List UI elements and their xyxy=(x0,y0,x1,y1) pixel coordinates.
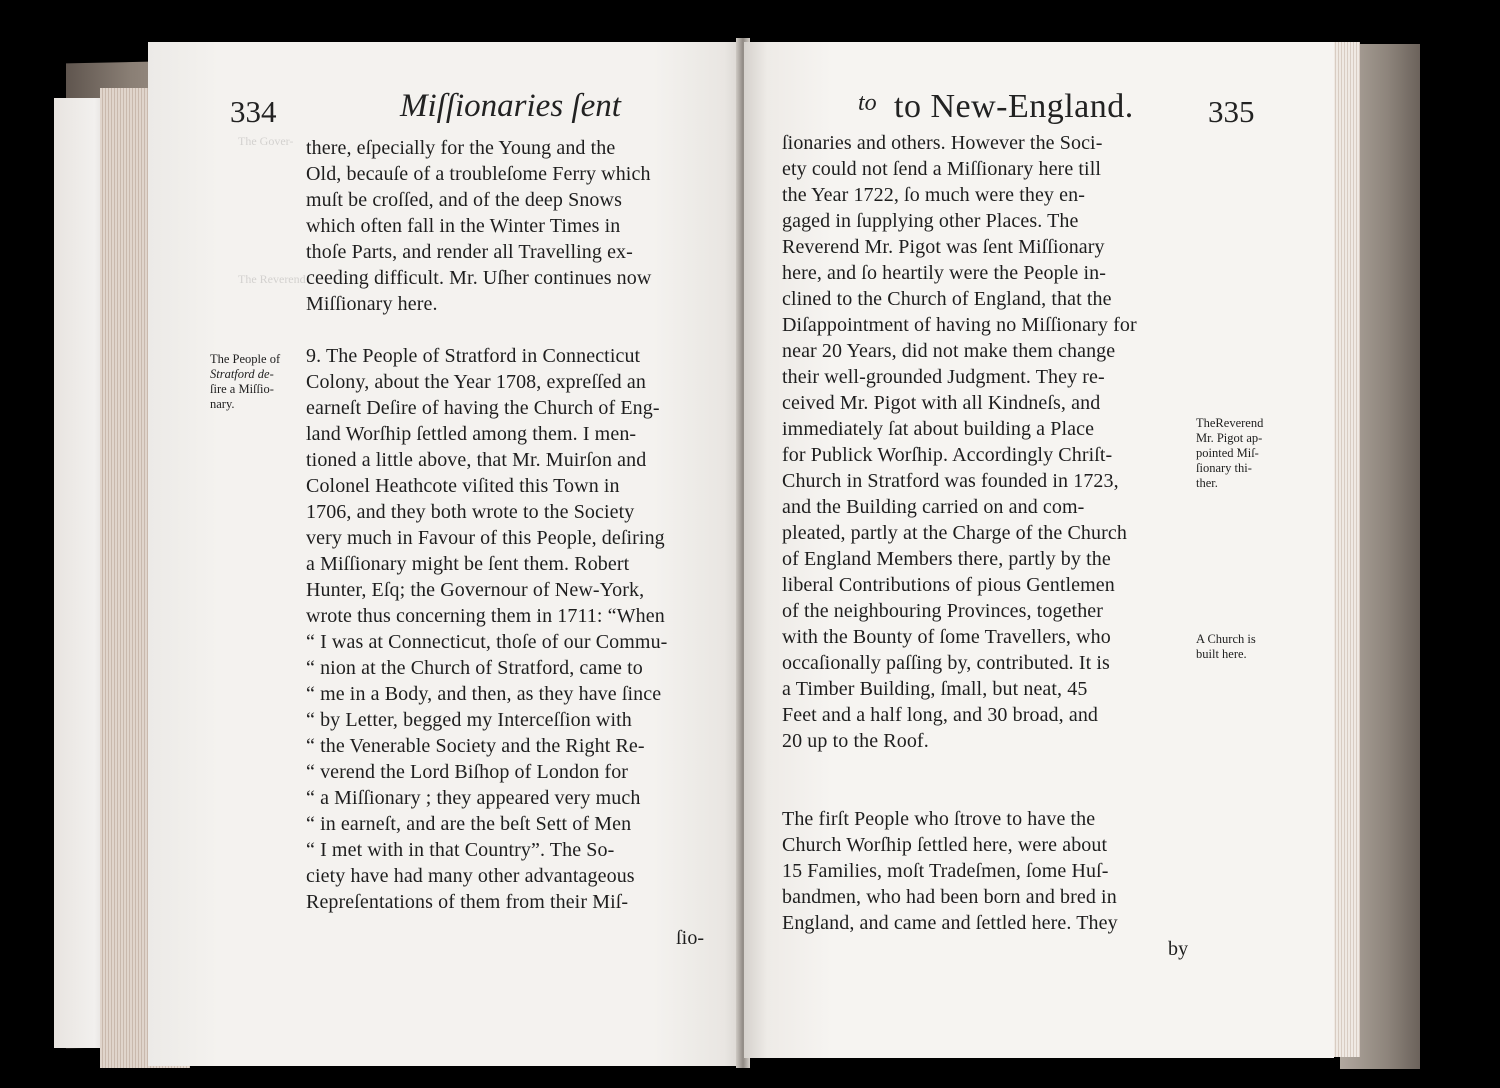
text-line: pleated, partly at the Charge of the Church xyxy=(782,522,1127,544)
side-note-line: ther. xyxy=(1196,476,1218,490)
text-line: Hunter, Eſq; the Governour of New-York, xyxy=(306,579,645,601)
text-line: ciety have had many other advantageous xyxy=(306,865,635,887)
text-line: Colonel Heathcote viſited this Town in xyxy=(306,475,620,497)
text-line: there, eſpecially for the Young and the xyxy=(306,137,616,159)
text-line: “ in earneſt, and are the beſt Sett of Men xyxy=(306,813,632,835)
side-note-line: built here. xyxy=(1196,647,1247,661)
text-line: Church Worſhip ſettled here, were about xyxy=(782,834,1108,856)
side-note-line: ſionary thi- xyxy=(1196,461,1252,475)
side-note-line: Mr. Pigot ap- xyxy=(1196,431,1263,445)
text-line: land Worſhip ſettled among them. I men- xyxy=(306,423,637,445)
text-line: bandmen, who had been born and bred in xyxy=(782,886,1117,908)
text-line: occaſionally paſſing by, contributed. It is xyxy=(782,652,1110,674)
text-line: England, and came and ſettled here. They xyxy=(782,912,1118,934)
text-line: Colony, about the Year 1708, expreſſed an xyxy=(306,371,646,393)
text-line: Church in Stratford was founded in 1723, xyxy=(782,470,1119,492)
text-line: here, and ſo heartily were the People in- xyxy=(782,262,1106,284)
right-running-head: to New-England. xyxy=(894,88,1134,125)
catchword: by xyxy=(1168,938,1189,960)
text-line: “ a Miſſionary ; they appeared very much xyxy=(306,787,641,809)
text-line: The firſt People who ſtrove to have the xyxy=(782,808,1096,830)
text-line: “ nion at the Church of Stratford, came to xyxy=(306,657,643,679)
text-line: muſt be croſſed, and of the deep Snows xyxy=(306,189,622,211)
text-line: gaged in ſupplying other Places. The xyxy=(782,210,1079,232)
text-line: their well-grounded Judgment. They re- xyxy=(782,366,1105,388)
text-line: Old, becauſe of a troubleſome Ferry which xyxy=(306,163,651,185)
text-line: 20 up to the Roof. xyxy=(782,730,929,752)
right-page-number: 335 xyxy=(1208,94,1255,129)
text-line: Reverend Mr. Pigot was ſent Miſſionary xyxy=(782,236,1105,258)
text-line: the Year 1722, ſo much were they en- xyxy=(782,184,1085,206)
text-line: of England Members there, partly by the xyxy=(782,548,1111,570)
side-note-line: A Church is xyxy=(1196,632,1256,646)
catchword: ſio- xyxy=(676,927,705,949)
text-line: “ the Venerable Society and the Right Re- xyxy=(306,735,645,757)
text-line: Repreſentations of them from their Miſ- xyxy=(306,891,629,913)
text-line: a Timber Building, ſmall, but neat, 45 xyxy=(782,678,1088,700)
text-line: a Miſſionary might be ſent them. Robert xyxy=(306,553,630,575)
text-line: wrote thus concerning them in 1711: “When xyxy=(306,605,665,627)
text-line: ceeding difficult. Mr. Uſher continues now xyxy=(306,267,652,289)
text-line: 1706, and they both wrote to the Society xyxy=(306,501,635,523)
text-line: and the Building carried on and com- xyxy=(782,496,1085,518)
text-line: clined to the Church of England, that the xyxy=(782,288,1112,310)
left-running-head: Miſſionaries ſent xyxy=(400,88,621,124)
left-page: The Gover- The Reverend 334 Miſſionaries ſent The People of Stratford de- ſire a Miſſio- nary. there, eſpecially for the Young and the Old, becauſe of a troubleſome Ferry which muſt be croſſed, and of the deep Snows which often fall in the Winter Times in thoſe Parts, and render all Travelling ex- ceeding difficult. Mr. Uſher continues now Miſſionary here. 9. The People of Stratford in Connecticut Colony, about the Year 1708, expreſſed an earneſt Deſire of having the Church of Eng- land Worſhip ſettled among them. I men- tioned a little above, that Mr. Muirſon and Colonel Heathcote viſited this Town in 1706, and they both wrote to the Society very much in Favour of this People, deſiring a Miſſionary might be ſent them. Robert Hunter, Eſq; the Governour of New-York, wrote thus concerning them in 1711: “When “ I was at Connecticut, thoſe of our Commu- “ nion at the Church of Stratford, came to “ me in a Body, and then, as they have ſince “ by Letter, begged my Interceſſion with “ the Venerable Society and the Right Re- “ verend the Lord Biſhop of London for “ a Miſſionary ; they appeared very much “ in earneſt, and are the beſt Sett of Men “ I met with in that Country”. The So- ciety have had many other advantageous Repreſentations of them from their Miſ- ſio- xyxy=(148,42,742,1066)
text-line: earneſt Deſire of having the Church of Eng- xyxy=(306,397,660,419)
text-line: near 20 Years, did not make them change xyxy=(782,340,1116,362)
text-line: “ by Letter, begged my Interceſſion with xyxy=(306,709,632,731)
side-note-line: TheReverend xyxy=(1196,416,1264,430)
text-line: “ I met with in that Country”. The So- xyxy=(306,839,615,861)
text-line: of the neighbouring Provinces, together xyxy=(782,600,1104,622)
text-line: thoſe Parts, and render all Travelling ex- xyxy=(306,241,633,263)
left-page-number: 334 xyxy=(230,94,277,129)
text-line: with the Bounty of ſome Travellers, who xyxy=(782,626,1111,648)
text-line: immediately ſat about building a Place xyxy=(782,418,1095,440)
text-line: ceived Mr. Pigot with all Kindneſs, and xyxy=(782,392,1101,414)
text-line: ety could not ſend a Miſſionary here till xyxy=(782,158,1102,180)
text-line: very much in Favour of this People, deſiring xyxy=(306,527,665,549)
right-page xyxy=(744,42,1334,1058)
right-running-head-to: to xyxy=(858,90,877,116)
text-line: Diſappointment of having no Miſſionary for xyxy=(782,314,1137,336)
side-note-line: nary. xyxy=(210,397,235,411)
text-line: Feet and a half long, and 30 broad, and xyxy=(782,704,1099,726)
right-page-edges xyxy=(1330,42,1360,1057)
text-line: Miſſionary here. xyxy=(306,293,438,315)
text-line: ſionaries and others. However the Soci- xyxy=(782,132,1103,154)
text-line: 15 Families, moſt Tradeſmen, ſome Huſ- xyxy=(782,860,1109,882)
text-line: liberal Contributions of pious Gentlemen xyxy=(782,574,1115,596)
text-line: “ I was at Connecticut, thoſe of our Commu- xyxy=(306,631,668,653)
side-note-line: ſire a Miſſio- xyxy=(210,382,274,396)
text-line: “ me in a Body, and then, as they have ſince xyxy=(306,683,662,705)
text-line: tioned a little above, that Mr. Muirſon and xyxy=(306,449,647,471)
text-line: which often fall in the Winter Times in xyxy=(306,215,621,237)
open-book xyxy=(40,38,1440,1068)
side-note-line: Stratford de- xyxy=(210,367,274,381)
side-note-line: pointed Miſ- xyxy=(1196,446,1259,460)
text-line: for Publick Worſhip. Accordingly Chriſt- xyxy=(782,444,1113,466)
text-line: 9. The People of Stratford in Connecticut xyxy=(306,345,641,367)
text-line: “ verend the Lord Biſhop of London for xyxy=(306,761,629,783)
side-note-line: The People of xyxy=(210,352,281,366)
